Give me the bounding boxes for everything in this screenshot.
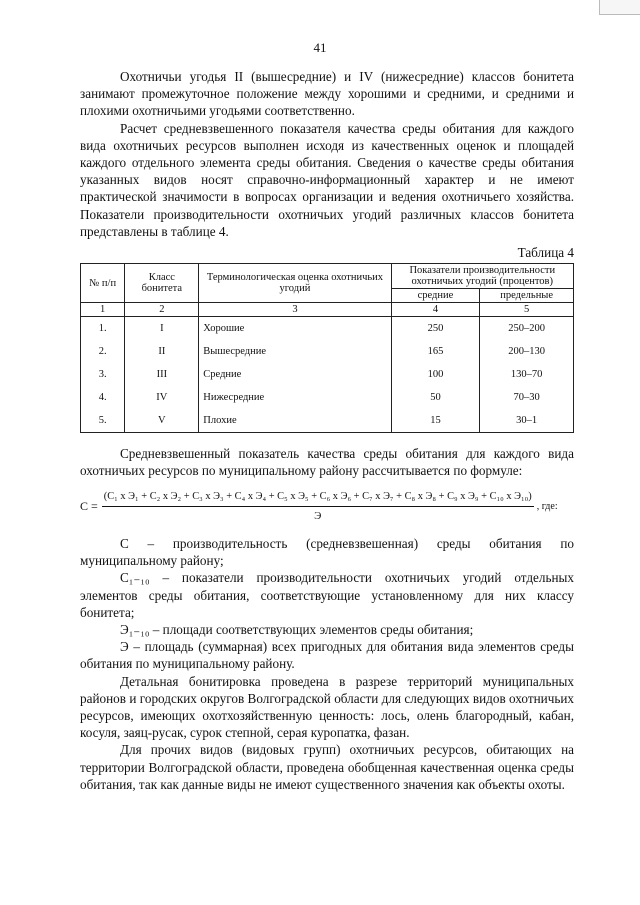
- header-limit: предельные: [480, 289, 574, 303]
- formula-lhs: С =: [80, 498, 98, 513]
- formula-fraction: [102, 488, 534, 525]
- cell-number: 5.: [81, 409, 125, 433]
- cell-class: I: [125, 317, 199, 341]
- cell-term: Хорошие: [199, 317, 391, 341]
- column-index: 3: [199, 303, 391, 317]
- cell-average: 250: [391, 317, 480, 341]
- cell-limit: 250–200: [480, 317, 574, 341]
- paragraph-formula-intro: Средневзвешенный показатель качества среды обитания для каждого вида охотничьих ресурсов по муниципальному району рассчитывается по формуле:: [80, 446, 574, 479]
- cell-class: IV: [125, 386, 199, 409]
- cell-number: 4.: [81, 386, 125, 409]
- header-class: Класс бонитета: [125, 264, 199, 303]
- definition-item: С₁₋₁₀ – показатели производительности охотничьих угодий отдельных элементов среды обитания, соответствующие установленному для них классу бонитета;: [80, 570, 574, 620]
- cell-number: 1.: [81, 317, 125, 341]
- paragraph-detailed-bonitet: Детальная бонитировка проведена в разрезе территорий муниципальных районов и городских округов Волгоградской области для следующих видов охотничьих ресурсов, имеющих охотхозяйственную ценность: лось, олень благородный, кабан, косуля, заяц-русак, сурок степной, серая куропатка, фазан.: [80, 673, 574, 741]
- cell-limit: 130–70: [480, 363, 574, 386]
- cell-average: 15: [391, 409, 480, 433]
- header-number: № п/п: [81, 264, 125, 303]
- corner-tab: [599, 0, 640, 15]
- paragraph-classes: Охотничьи угодья II (вышесредние) и IV (нижесредние) классов бонитета занимают промежуточное положение между хорошими и средними, и средними и плохими охотничьими угодьями соответственно.: [80, 69, 574, 119]
- cell-term: Плохие: [199, 409, 391, 433]
- column-index: 2: [125, 303, 199, 317]
- cell-term: Средние: [199, 363, 391, 386]
- column-index: 1: [81, 303, 125, 317]
- formula-numerator: (С₁ х Э₁ + С₂ х Э₂ + С₃ х Э₃ + С₄ х Э₄ + С₅ х Э₅ + С₆ х Э₆ + С₇ х Э₇ + С₈ х Э₈ + С₉ х Э₉ + С₁₀ х Э₁₀): [102, 488, 534, 507]
- formula-denominator: Э: [314, 509, 322, 522]
- paragraph-other-species: Для прочих видов (видовых групп) охотничьих ресурсов, обитающих на территории Волгоградской области, проведена обобщенная качественная оценка среды обитания, так как данные виды не имеют существенного значения как объекты охоты.: [80, 742, 574, 792]
- cell-average: 165: [391, 340, 480, 363]
- cell-limit: 200–130: [480, 340, 574, 363]
- formula-definitions: [80, 535, 574, 673]
- page-number: 41: [313, 40, 327, 55]
- table-row: [81, 409, 574, 433]
- table-row: [81, 340, 574, 363]
- cell-number: 3.: [81, 363, 125, 386]
- table-row: [81, 317, 574, 341]
- cell-class: III: [125, 363, 199, 386]
- table-row: [81, 386, 574, 409]
- formula-tail: , где:: [536, 500, 558, 512]
- formula: [80, 488, 574, 525]
- header-average: средние: [391, 289, 480, 303]
- cell-class: V: [125, 409, 199, 433]
- cell-limit: 30–1: [480, 409, 574, 433]
- header-term: Терминологическая оценка охотничьих угодий: [199, 264, 391, 303]
- cell-average: 100: [391, 363, 480, 386]
- paragraph-calculation: Расчет средневзвешенного показателя качества среды обитания для каждого вида охотничьих ресурсов выполнен исходя из качественных оценок и площадей каждого отдельного элемента среды обитания. Сведения о качестве среды обитания указанных видов носят справочно-информационный характер и не имеют практической значимости в вопросах организации и ведения охотничьего хозяйства. Показатели производительности охотничьих угодий различных классов бонитета представлены в таблице 4.: [80, 120, 574, 239]
- cell-term: Вышесредние: [199, 340, 391, 363]
- definition-item: С – производительность (средневзвешенная) среды обитания по муниципальному району;: [80, 536, 574, 569]
- cell-limit: 70–30: [480, 386, 574, 409]
- cell-class: II: [125, 340, 199, 363]
- document-body: [80, 68, 574, 793]
- header-productivity: Показатели производительности охотничьих угодий (процентов): [391, 264, 573, 289]
- definition-item: Э₁₋₁₀ – площади соответствующих элементов среды обитания;: [120, 622, 474, 638]
- cell-average: 50: [391, 386, 480, 409]
- table-caption: Таблица 4: [517, 245, 574, 261]
- cell-number: 2.: [81, 340, 125, 363]
- definition-item: Э – площадь (суммарная) всех пригодных для обитания вида элементов среды обитания по муниципальному району.: [80, 639, 574, 672]
- bonitet-table: [80, 263, 574, 433]
- table-row: [81, 363, 574, 386]
- column-index: 5: [480, 303, 574, 317]
- column-index: 4: [391, 303, 480, 317]
- cell-term: Нижесредние: [199, 386, 391, 409]
